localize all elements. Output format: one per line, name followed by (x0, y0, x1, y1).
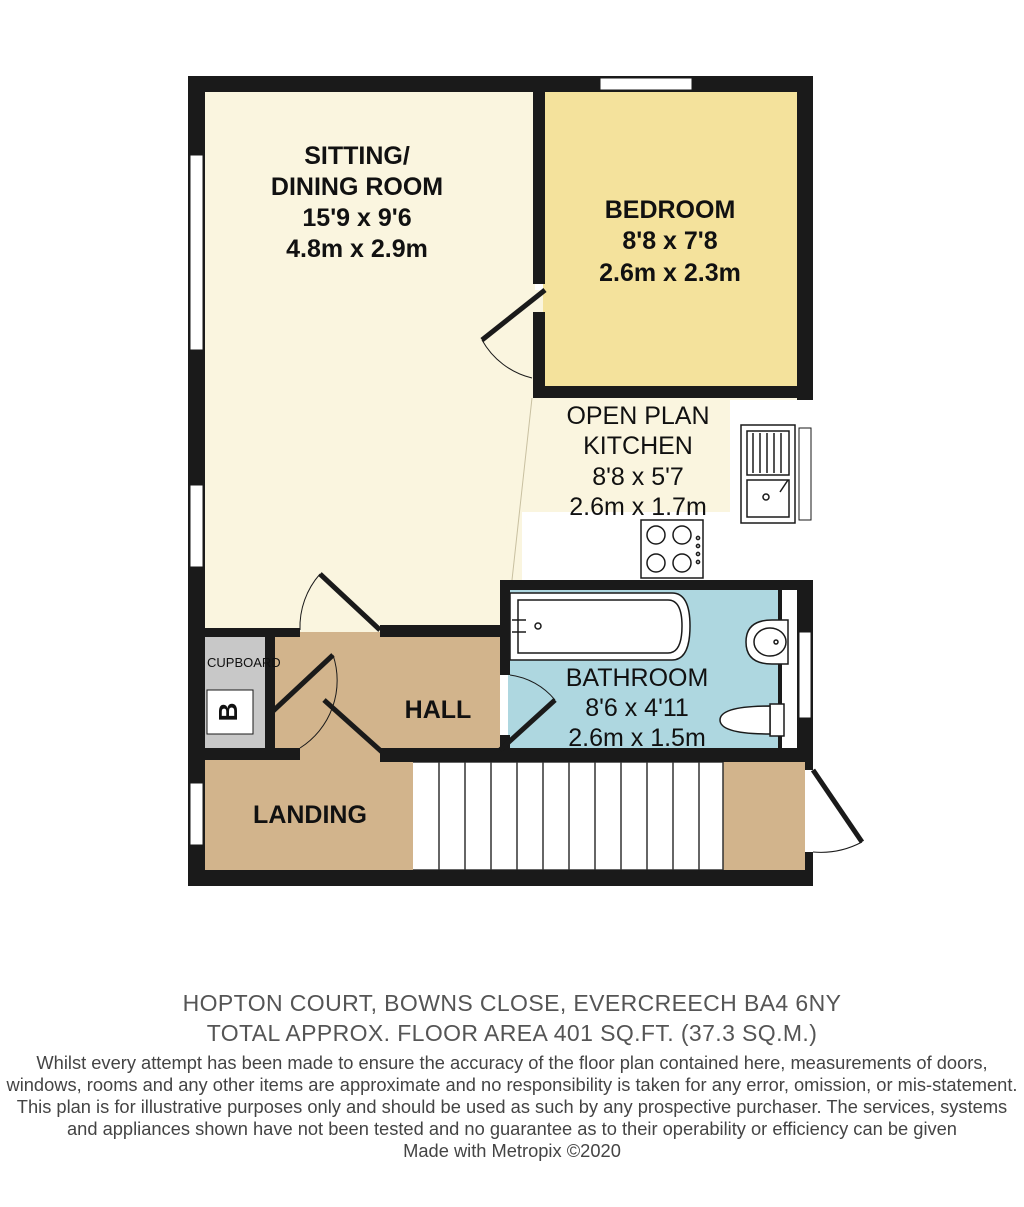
landing-right-floor (723, 760, 805, 870)
bathroom-metric: 2.6m x 1.5m (568, 724, 706, 752)
boiler-letter: B (212, 702, 243, 722)
sitting-room-name-line1: SITTING/ (304, 142, 410, 170)
plan-footer (0, 988, 1024, 1162)
kitchen-hob (641, 520, 703, 578)
bedroom-imperial: 8'8 x 7'8 (622, 227, 718, 255)
property-address: HOPTON COURT, BOWNS CLOSE, EVERCREECH BA4 6NY (182, 990, 842, 1016)
boiler-marker (207, 690, 253, 734)
bedroom-metric: 2.6m x 2.3m (599, 259, 741, 287)
kitchen-metric: 2.6m x 1.7m (569, 493, 707, 521)
bathroom-imperial: 8'6 x 4'11 (585, 694, 689, 722)
disclaimer: Whilst every attempt has been made to ensure the accuracy of the floor plan contained here, measurements of doors, windows, rooms and any other items are approximate and no responsibility is taken for any error, omission, or mis-statement. This plan is for illustrative purposes only and should be used as such by any prospective purchaser. The services, systems and appliances shown have not been tested and no guarantee as to their operability or efficiency can be given (6, 1052, 1018, 1139)
bathroom-label (566, 664, 709, 752)
kitchen-name-line2: KITCHEN (583, 432, 693, 460)
kitchen-sink (741, 425, 795, 523)
sitting-room-imperial: 15'9 x 9'6 (302, 204, 412, 232)
kitchen-name-line1: OPEN PLAN (566, 402, 710, 430)
cupboard-label: CUPBOARD (207, 655, 281, 670)
bathtub (510, 593, 690, 660)
credit-line: Made with Metropix ©2020 (403, 1140, 621, 1161)
floor-area: TOTAL APPROX. FLOOR AREA 401 SQ.FT. (37.3 SQ.M.) (206, 1020, 818, 1046)
sitting-room-metric: 4.8m x 2.9m (286, 235, 428, 263)
bedroom-name: BEDROOM (604, 196, 736, 224)
bathroom-name: BATHROOM (565, 664, 709, 692)
hall-label: HALL (404, 696, 472, 724)
kitchen-imperial: 8'8 x 5'7 (592, 463, 684, 491)
staircase (413, 762, 723, 870)
sitting-room-name-line2: DINING ROOM (270, 173, 444, 201)
bathroom-basin (746, 620, 788, 664)
landing-label: LANDING (253, 801, 367, 829)
